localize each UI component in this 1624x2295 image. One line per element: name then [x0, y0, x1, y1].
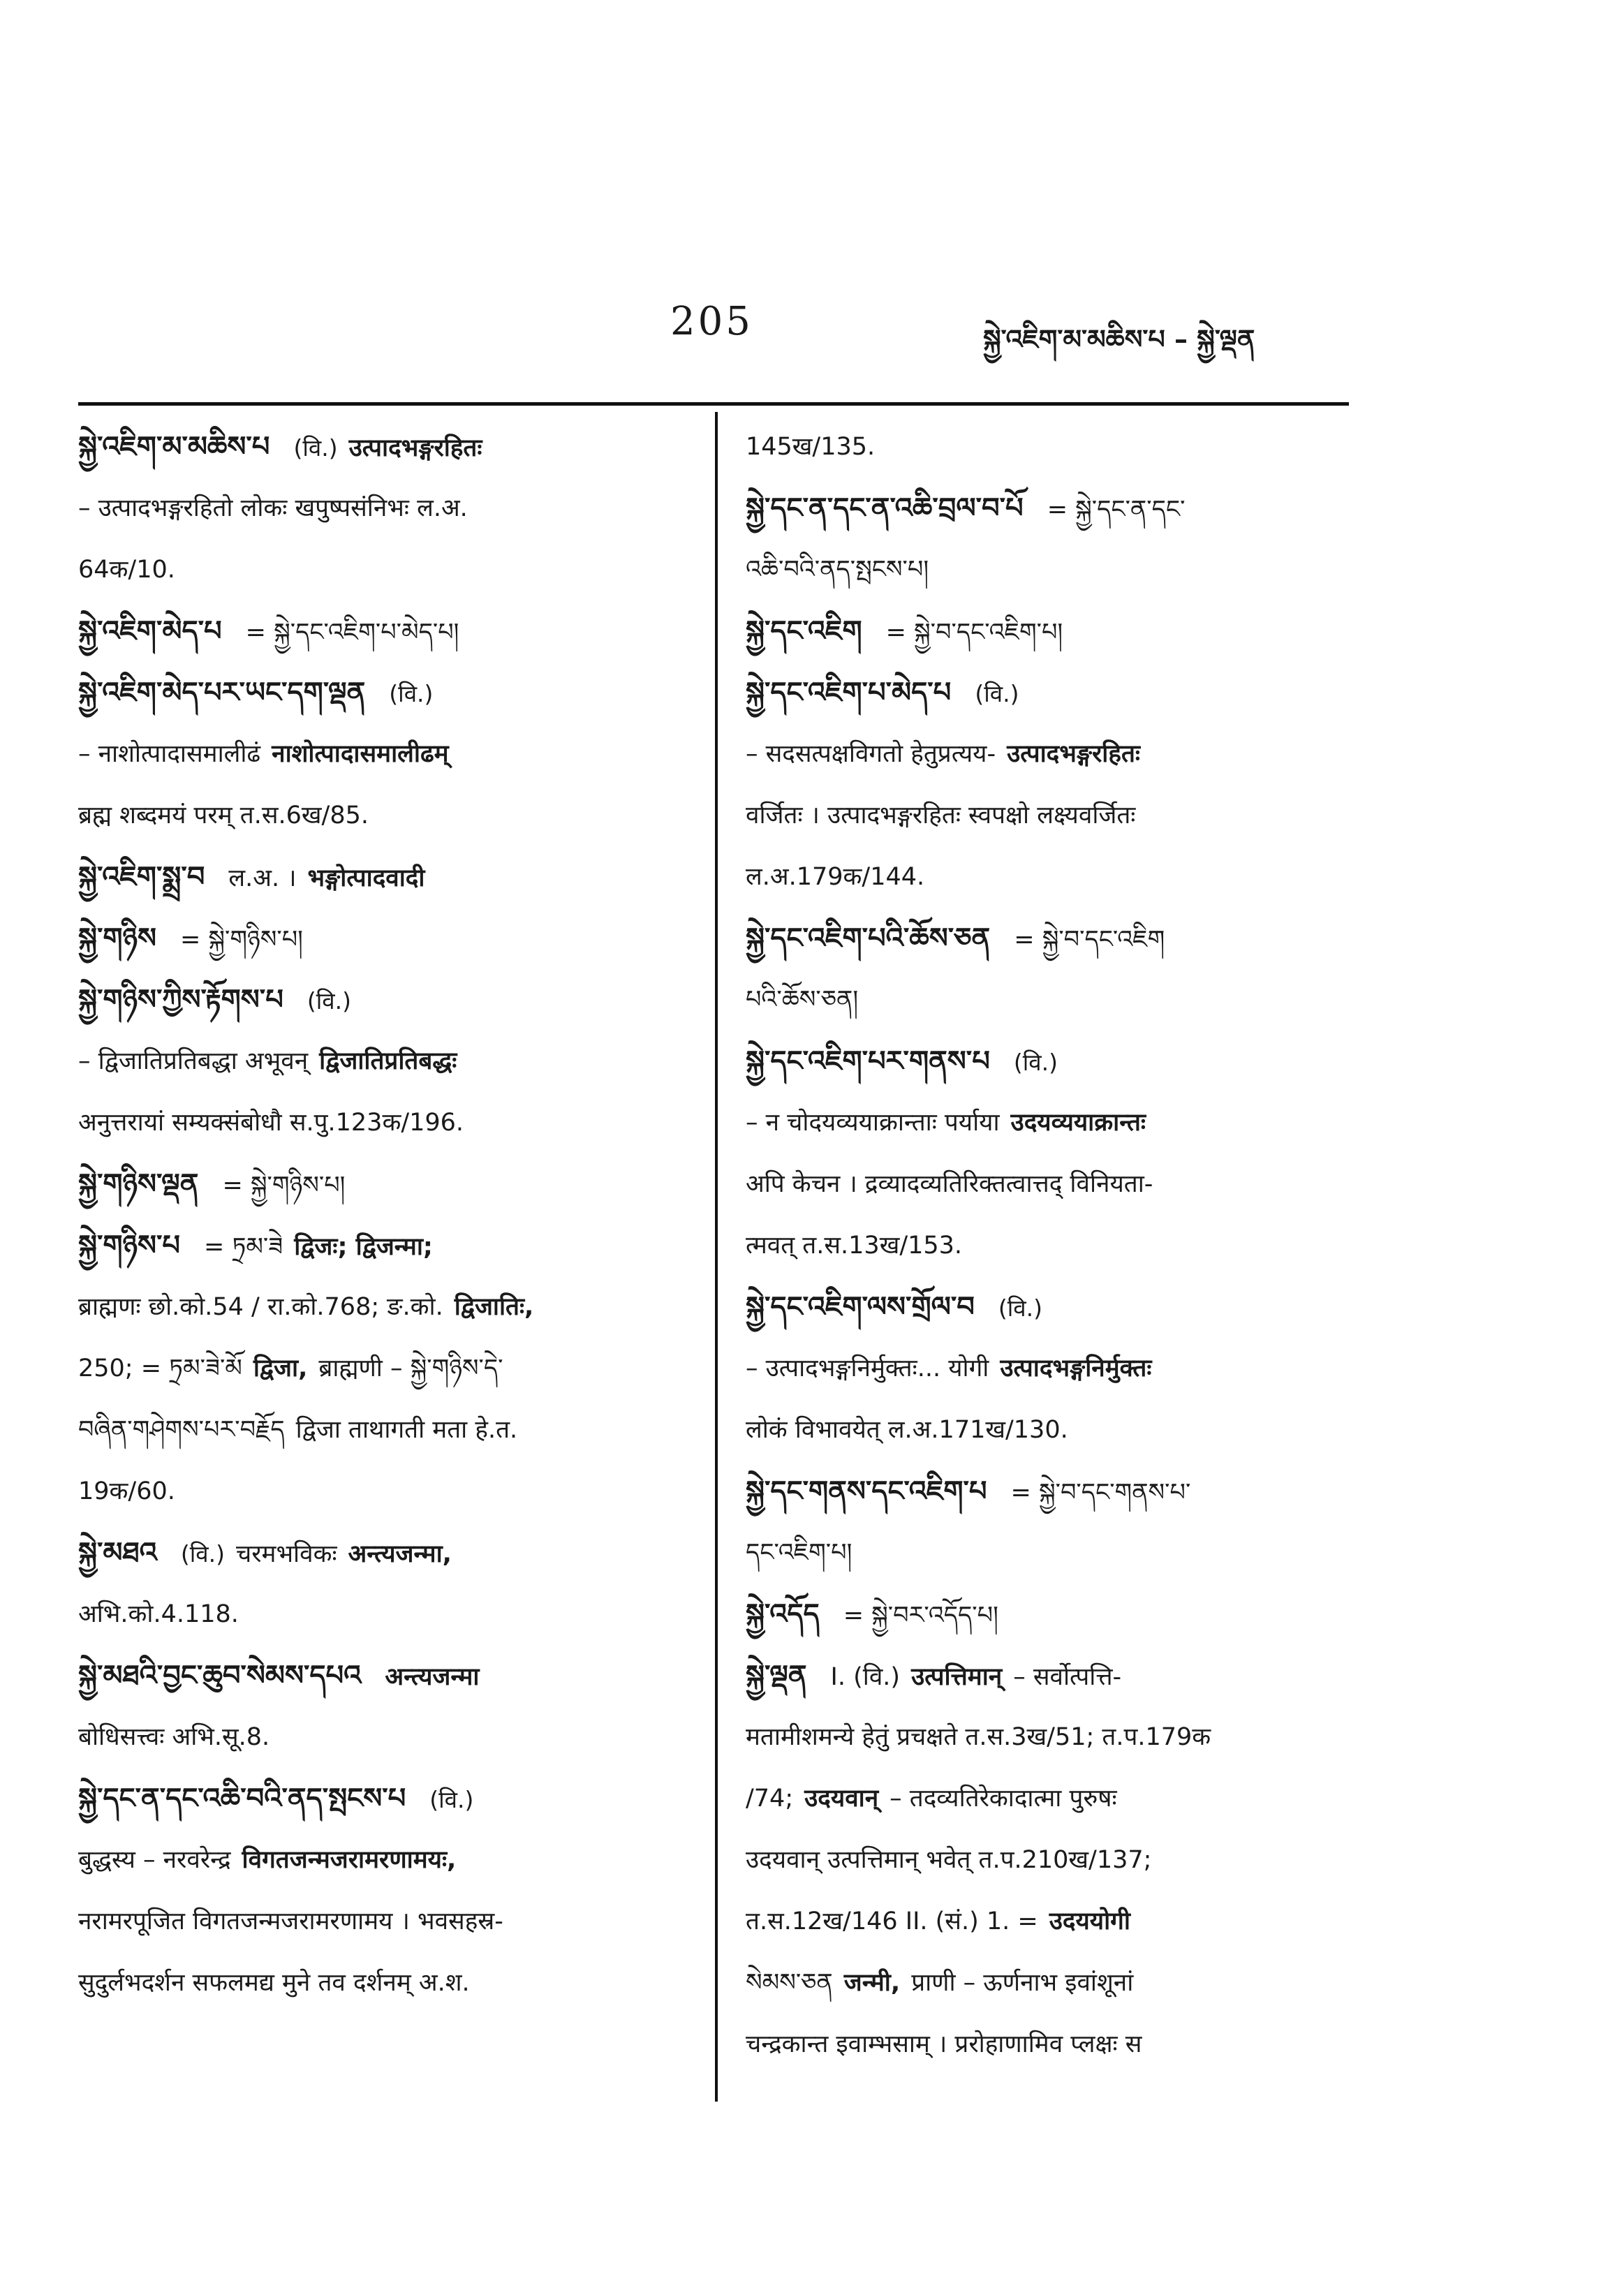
column-divider [715, 412, 718, 2102]
sanskrit-equivalent: द्विजः; द्विजन्मा; [294, 1233, 433, 1261]
dictionary-text-line [746, 539, 1346, 600]
entry-text: 64क/10. [78, 556, 175, 584]
entry-text: अपि केचन । द्रव्यादव्यतिरिक्तत्वात्तद् विनियता- [746, 1170, 1153, 1198]
tibetan-headword: སྐྱེ་འདོད [746, 1598, 820, 1630]
tibetan-headword: སྐྱེ་མཐའ [78, 1537, 157, 1569]
entry-text: – तदव्यतिरेकादात्मा पुरुषः [889, 1785, 1117, 1813]
tibetan-headword: སྐྱེ་འཇིག་མ་མཆིས་པ [78, 431, 270, 463]
dictionary-text-line [78, 1338, 690, 1399]
tibetan-headword: སྐྱེ་གཉིས་ཀྱིས་རྟོགས་པ [78, 984, 283, 1016]
part-of-speech: (वि.) [998, 1294, 1043, 1322]
entry-text: 19क/60. [78, 1477, 175, 1505]
dictionary-headword-line [746, 908, 1346, 969]
sanskrit-equivalent: द्विजातिप्रतिबद्धः [319, 1047, 457, 1075]
right-column [746, 416, 1346, 2075]
entry-text: – सर्वोत्पत्ति- [1013, 1663, 1122, 1691]
dictionary-headword-line [78, 1768, 690, 1829]
dictionary-text-line [746, 1399, 1346, 1461]
entry-text: ब्रह्म शब्दमयं परम् त.स.6ख/85. [78, 802, 369, 829]
dictionary-text-line [78, 785, 690, 846]
sanskrit-equivalent: द्विजा, [253, 1355, 308, 1382]
dictionary-text-line [78, 1092, 690, 1153]
sanskrit-equivalent: द्विजातिः, [454, 1293, 534, 1321]
dictionary-text-line [78, 1952, 690, 2014]
entry-text: = སྐྱེ་གཉིས་པ། [179, 926, 303, 954]
entry-text: = སྐྱེ་གཉིས་པ། [222, 1172, 346, 1200]
dictionary-text-line [746, 416, 1346, 478]
dictionary-headword-line [78, 1215, 690, 1276]
dictionary-text-line [78, 1706, 690, 1768]
entry-text: – उत्पादभङ्गरहितो लोकः खपुष्पसंनिभः ल.अ. [78, 494, 468, 522]
dictionary-text-line [78, 1461, 690, 1522]
sanskrit-equivalent: जन्मी, [843, 1969, 901, 1997]
dictionary-text-line [746, 1522, 1346, 1584]
tibetan-headword: སྐྱེ་འཇིག་མེད་པར་ཡང་དག་ལྡན [78, 677, 366, 709]
part-of-speech: (वि.) [429, 1786, 474, 1813]
page-number: 205 [670, 299, 753, 344]
dictionary-text-line [746, 1153, 1346, 1215]
entry-text: བཞིན་གཤེགས་པར་བརྗོད [78, 1416, 285, 1444]
entry-text: ब्राह्मणः छो.को.54 / रा.को.768; ङ.को. [78, 1293, 443, 1321]
entry-text: དང་འཇིག་པ། [746, 1539, 852, 1567]
tibetan-headword: སྐྱེ་དང་ན་དང་འཆི་བའི་ནད་སྤངས་པ [78, 1783, 406, 1815]
entry-text: बोधिसत्त्वः अभि.सू.8. [78, 1723, 270, 1751]
sanskrit-equivalent: भङ्गोत्पादवादी [307, 864, 425, 892]
dictionary-text-line [78, 478, 690, 539]
dictionary-text-line [746, 2014, 1346, 2075]
dictionary-text-line [746, 1891, 1346, 1952]
dictionary-text-line [746, 1706, 1346, 1768]
entry-text: = སྐྱེ་དང་འཇིག་པ་མེད་པ། [245, 619, 459, 647]
entry-text: अभि.को.4.118. [78, 1600, 239, 1628]
entry-text: = སྐྱེ་བ་དང་འཇིག [1014, 926, 1165, 954]
dictionary-text-line [746, 1952, 1346, 2014]
entry-text: ब्राह्मणी – སྐྱེ་གཉིས་དེ་ [318, 1355, 503, 1382]
dictionary-text-line [746, 1338, 1346, 1399]
left-column [78, 416, 690, 2014]
dictionary-headword-line [746, 1276, 1346, 1338]
sanskrit-equivalent: अन्त्यजन्मा, [348, 1540, 452, 1568]
entry-text: འཆི་བའི་ནད་སྤངས་པ། [746, 556, 929, 584]
dictionary-headword-line [746, 1031, 1346, 1092]
tibetan-headword: སྐྱེ་དང་འཇིག་པར་གནས་པ [746, 1045, 990, 1077]
sanskrit-equivalent: उदयव्ययाक्रान्तः [1010, 1109, 1146, 1137]
dictionary-text-line [78, 1829, 690, 1891]
tibetan-headword: སྐྱེ་དང་འཇིག་ལས་གྲོལ་བ [746, 1291, 975, 1323]
tibetan-headword: སྐྱེ་དང་འཇིག་པའི་ཆོས་ཅན [746, 922, 991, 954]
entry-text: लोकं विभावयेत् ल.अ.171ख/130. [746, 1416, 1068, 1444]
entry-text: ल.अ.179क/144. [746, 863, 925, 891]
entry-text: I. (वि.) [830, 1663, 901, 1691]
entry-text: = སྐྱེ་བ་དང་འཇིག་པ། [885, 619, 1063, 647]
dictionary-text-line [746, 1092, 1346, 1153]
tibetan-headword: སྐྱེ་དང་འཇིག་པ་མེད་པ [746, 677, 952, 709]
part-of-speech: (वि.) [180, 1540, 225, 1567]
entry-text: चन्द्रकान्त इवाम्भसाम् । प्ररोहाणामिव प्लक्षः स [746, 2030, 1142, 2058]
sanskrit-equivalent: उत्पादभङ्गनिर्मुक्तः [1000, 1355, 1152, 1382]
entry-text: मतामीशमन्ये हेतुं प्रचक्षते त.स.3ख/51; त.प.179क [746, 1723, 1211, 1751]
tibetan-headword: སྐྱེ་དང་གནས་དང་འཇིག་པ [746, 1475, 987, 1507]
entry-text: = སྐྱེ་དང་ན་དང་ [1047, 496, 1186, 524]
dictionary-headword-line [78, 1645, 690, 1706]
sanskrit-equivalent: नाशोत्पादासमालीढम् [272, 740, 449, 768]
entry-text: वर्जितः । उत्पादभङ्गरहितः स्वपक्षो लक्ष्यवर्जितः [746, 802, 1136, 829]
dictionary-headword-line [78, 600, 690, 662]
dictionary-text-line [746, 1768, 1346, 1829]
entry-text: त.स.12ख/146 II. (सं.) 1. = [746, 1907, 1038, 1935]
entry-text: – सदसत्पक्षविगतो हेतुप्रत्यय- [746, 740, 996, 768]
sanskrit-equivalent: उत्पादभङ्गरहितः [348, 434, 482, 462]
dictionary-text-line [746, 1215, 1346, 1276]
entry-text: द्विजा ताथागती मता हे.त. [295, 1416, 518, 1444]
entry-text: अनुत्तरायां सम्यक्संबोधौ स.पु.123क/196. [78, 1109, 464, 1137]
dictionary-text-line [746, 846, 1346, 908]
entry-text: སེམས་ཅན [746, 1969, 833, 1997]
sanskrit-equivalent: उदययोगी [1049, 1907, 1130, 1935]
dictionary-text-line [746, 785, 1346, 846]
entry-text: उदयवान् उत्पत्तिमान् भवेत् त.प.210ख/137; [746, 1846, 1152, 1874]
part-of-speech: (वि.) [293, 434, 338, 462]
sanskrit-equivalent: उत्पादभङ्गरहितः [1007, 740, 1140, 768]
tibetan-headword: སྐྱེ་གཉིས [78, 922, 156, 954]
tibetan-headword: སྐྱེ་གཉིས་ལྡན [78, 1168, 199, 1200]
tibetan-headword: སྐྱེ་གཉིས་པ [78, 1230, 180, 1262]
sanskrit-equivalent: उत्पत्तिमान् [911, 1663, 1003, 1691]
dictionary-text-line [78, 1399, 690, 1461]
entry-text: – द्विजातिप्रतिबद्धा अभूवन् [78, 1047, 309, 1075]
dictionary-text-line [78, 1584, 690, 1645]
part-of-speech: (वि.) [307, 987, 351, 1014]
dictionary-headword-line [746, 600, 1346, 662]
dictionary-text-line [78, 723, 690, 785]
tibetan-headword: སྐྱེ་འཇིག་སྨྲ་བ [78, 861, 205, 893]
dictionary-headword-line [78, 1522, 690, 1584]
dictionary-headword-line [78, 908, 690, 969]
entry-text: པའི་ཆོས་ཅན། [746, 986, 859, 1014]
dictionary-headword-line [78, 1153, 690, 1215]
entry-text: प्राणी – ऊर्णनाभ इवांशूनां [911, 1969, 1134, 1997]
dictionary-text-line [746, 723, 1346, 785]
entry-text: /74; [746, 1785, 794, 1813]
entry-text: = སྐྱེ་བ་དང་གནས་པ་ [1010, 1479, 1191, 1507]
dictionary-text-line [746, 1829, 1346, 1891]
entry-text: त्मवत् त.स.13ख/153. [746, 1232, 963, 1260]
tibetan-headword: སྐྱེ་དང་འཇིག [746, 615, 862, 647]
sanskrit-equivalent: विगतजन्मजरामरणामयः, [242, 1846, 457, 1874]
entry-text: बुद्धस्य – नरवरेन्द्र [78, 1846, 231, 1874]
dictionary-text-line [78, 539, 690, 600]
entry-text: चरमभविकः [235, 1540, 337, 1568]
dictionary-headword-line [78, 846, 690, 908]
dictionary-headword-line [746, 1584, 1346, 1645]
part-of-speech: (वि.) [389, 680, 434, 707]
tibetan-headword: སྐྱེ་དང་ན་དང་ན་འཆི་བྲལ་བ་པོ [746, 492, 1024, 524]
tibetan-headword: སྐྱེ་མཐའི་བྱང་ཆུབ་སེམས་དཔའ [78, 1660, 362, 1692]
entry-text: 250; = ཏྲམ་ཟེ་མོ [78, 1355, 242, 1382]
entry-text: – उत्पादभङ्गनिर्मुक्तः... योगी [746, 1355, 989, 1382]
entry-text: सुदुर्लभदर्शन सफलमद्य मुने तव दर्शनम् अ.श. [78, 1969, 470, 1997]
dictionary-headword-line [746, 478, 1346, 539]
entry-text: नरामरपूजित विगतजन्मजरामरणामय । भवसहस्र- [78, 1907, 503, 1935]
tibetan-headword: སྐྱེ་འཇིག་མེད་པ [78, 615, 222, 647]
sanskrit-equivalent: अन्त्यजन्मा [385, 1663, 480, 1691]
dictionary-headword-line [78, 969, 690, 1031]
entry-text: = སྐྱེ་བར་འདོད་པ། [843, 1602, 998, 1630]
dictionary-text-line [78, 1891, 690, 1952]
part-of-speech: (वि.) [1013, 1049, 1058, 1076]
part-of-speech: (वि.) [975, 680, 1019, 707]
entry-text: – न चोदयव्ययाक्रान्ताः पर्याया [746, 1109, 1000, 1137]
running-head: སྐྱེ་འཇིག་མ་མཆིས་པ – སྐྱེ་ལྡན [983, 324, 1255, 355]
entry-text: 145ख/135. [746, 433, 876, 461]
dictionary-text-line [78, 1276, 690, 1338]
tibetan-headword: སྐྱེ་ལྡན [746, 1660, 807, 1692]
entry-text: – नाशोत्पादासमालीढं [78, 740, 261, 768]
dictionary-headword-line [746, 662, 1346, 723]
dictionary-text-line [78, 1031, 690, 1092]
entry-text: = ཏྲམ་ཟེ [204, 1233, 283, 1261]
sanskrit-equivalent: उदयवान् [804, 1785, 879, 1813]
dictionary-headword-line [746, 1645, 1346, 1706]
dictionary-text-line [746, 969, 1346, 1031]
dictionary-headword-line [78, 416, 690, 478]
entry-text: ल.अ. । [228, 864, 297, 892]
header-rule [78, 402, 1349, 406]
dictionary-headword-line [746, 1461, 1346, 1522]
dictionary-headword-line [78, 662, 690, 723]
